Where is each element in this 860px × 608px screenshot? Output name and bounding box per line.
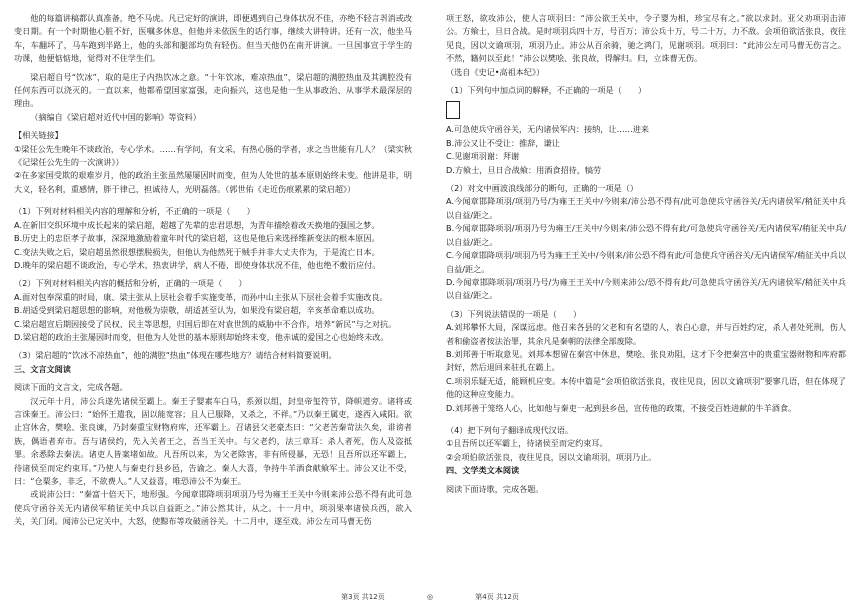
- section-intro: 阅读下面的文言文，完成各题。: [14, 382, 128, 393]
- option: D.梁启超的政治主张屡因时而变，但他为人处世的基本原则却始终未变，他赤诚的爱国之心也始终未改。: [14, 331, 389, 342]
- question: （2）下列对材料相关内容的概括和分析，正确的一项是（ ）: [14, 278, 247, 289]
- option: B.今闻章邯降项羽/项羽乃号为雍王/王关中/今则来/沛公恐不得有此/可急使兵守函谷关/无内诸侯军/稍征关中兵/以自益/距之。: [446, 223, 846, 247]
- option: A.可急使兵守函谷关，无内诸侯军内：接纳，让……进来: [446, 124, 649, 135]
- option: B.刘邦善于听取意见。刘邦本想留在秦宫中休息，樊哙、张良劝阻，这才下令把秦宫中的贵重宝器财物和库府都封好，然后退回来驻扎在霸上。: [446, 348, 846, 373]
- translate-item: ②会项伯欲活张良，夜往见良，因以文谕项羽，项羽乃止。: [446, 451, 657, 462]
- section-heading: 三、文言文阅读: [14, 363, 71, 374]
- option: C.梁启超宣后期因接受了民权、民主等思想，归国后即在对袁世凯的威胁中不合作，培养“新民”与之对抗。: [14, 318, 397, 329]
- option: C.见谢项羽谢：拜谢: [446, 151, 520, 162]
- source-note: （摘编自《梁启超对近代中国的影响》等资料）: [30, 111, 201, 122]
- question: （1）下列句中加点词的解释，不正确的一项是（ ）: [446, 85, 647, 96]
- question: （3）梁启超的“饮冰不凉热血”，他的满腔“热血”体现在哪些地方？请结合材料简要说明。: [14, 350, 337, 361]
- option: D.晚年的梁启超不谈政治，专心学术，热衷讲学，病人不倦，即使身体状况不佳，他也绝不敷衍应付。: [14, 259, 381, 270]
- question: （1）下列对材料相关内容的理解和分析，不正确的一项是（ ）: [14, 206, 255, 217]
- option: A.面对包奉深重的时局，康、梁主张从上层社会着手实施变革，而孙中山主张从下层社会着手实施改良。: [14, 291, 388, 302]
- separator-icon: ◎: [426, 593, 434, 601]
- paragraph: 梁启超自号“饮冰”，取的是庄子内热饮冰之意。“十年饮冰，难凉热血”，梁启超的满腔热血及其满腔没有任何东西可以浇灭的。一直以来，他都希望国家富强，走向振兴，这也是他一生从事政治、从事学术最深层的理由。: [14, 71, 412, 109]
- option: B.沛公又让不受让：推辞，谦让: [446, 137, 560, 148]
- option: D.方飨士，旦日合战飨：用酒食招待，犒劳: [446, 164, 602, 175]
- related-link: ②在多家国受欺的艰难岁月，他的政治主张虽然屡屡因时而变，但为人处世的基本原则始终未变。他讲是非，明大义，轻名利，重感情，胖于律己，担诚待人，光明磊落。（郭世佑《走近伤痕累累的梁启超》）: [14, 170, 412, 194]
- question: （4）把下列句子翻译成现代汉语。: [446, 424, 574, 435]
- option: B.胡适受到梁启超思想的影响，对他极为崇敬，胡适甚至认为，如果没有梁启超，辛亥革命难以成功。: [14, 305, 380, 316]
- source-note: （选自《史记•高祖本纪》）: [446, 66, 545, 77]
- related-link: ①梁任公先生晚年不谈政治，专心学术。……有学问，有文采，有热心肠的学者，求之当世能有几人？（梁实秋《记梁任公先生的一次演讲》）: [14, 143, 412, 168]
- option: D.今闻章邯降项羽/项羽乃号/为雍王王关中/今则来沛公/恐不得有此/可急使兵守函谷关/无内诸侯军/稍征关中兵以自益/距之。: [446, 276, 846, 301]
- option: A.今闻章邯降项羽/项羽乃号/为雍王王关中/今则来/沛公恐不得有/此可急使兵守函谷关/无内诸侯军/稍征关中兵以自益/距之。: [446, 196, 846, 220]
- question: （2）对文中画波浪线部分的断句，正确的一项是（）: [446, 183, 639, 194]
- question: （3）下列说法错误的一项是（ ）: [446, 308, 582, 319]
- option: C.变法失败之后，梁启超虽然很想摆脱损失，但他认为他然死于贼手并非大丈夫作为，于是流亡日本。: [14, 246, 380, 257]
- page-number-right: 第4页 共12页: [475, 593, 519, 601]
- answer-box: [446, 101, 460, 119]
- page-number-left: 第3页 共12页: [341, 593, 385, 601]
- classical-text: 或说沛公曰：“秦富十倍天下，地形强。今闻章邯降项羽项羽乃号为雍王王关中今则来沛公恐不得有此可急使兵守函谷关无内诸侯军稍征关中兵以自益距之。”沛公然其计，从之。十一月中，项羽果率诸侯兵西，欲入关，关门闭。闻沛公已定关中，大怒，使黥布等攻破函谷关。十二月中，遂至戏。沛公左司马曹无伤: [14, 489, 412, 527]
- related-links-title: 【相关链接】: [14, 130, 63, 141]
- classical-text: 项王怒，欲攻沛公，使人言项羽曰：“沛公欲王关中，令子婴为相，珍宝尽有之。”欲以求封。亚父劝项羽击沛公。方飨士，旦日合战。是时项羽兵四十万，号百万；沛公兵十万，号二十万，力不敌。会项伯欲活张良，夜往见良，因以文谕项羽，项羽乃止。沛公从百余骑，驰之鸿门，见谢项羽。项羽曰：“此沛公左司马曹无伤言之。不然，籍何以至此！”沛公以樊哙、张良故，得解归。归，立诛曹无伤。: [446, 13, 846, 64]
- right-column: [446, 12, 846, 496]
- option: D.刘邦善于笼络人心，比如他与秦吏一起到县乡邑，宣传他的政策，不接受百姓进献的牛羊酒食。: [446, 402, 797, 413]
- classical-text: 汉元年十月，沛公兵遂先诸侯至霸上。秦王子婴素车白马，系颈以组，封皇帝玺符节，降帜道旁。诸将或言诛秦王。沛公曰：“始怀王遣我，固以能宽容；且人已服降，又杀之，不祥。”乃以秦王属吏，遂西入咸阳。欲止宫休舍，樊哙、张良谏，乃封秦重宝财物府库，还军霸上。召诸县父老豪杰曰：“父老苦秦苛法久矣，诽谤者族，偶语者弃市。吾与诸侯约，先入关者王之，吾当王关中。与父老约，法三章耳：杀人者死，伤人及盗抵罪。余悉除去秦法。诸吏人皆案堵如故。凡吾所以来，为父老除害，非有所侵暴，无恐！且吾所以还军霸上，待诸侯至而定约束耳。”乃使人与秦吏行县乡邑，告谕之。秦人大喜，争持牛羊酒食献飨军士。沛公又让不受，曰：“仓粟多，非乏，不欲费人。”人又益喜，唯恐沛公不为秦王。: [14, 395, 412, 486]
- paragraph: 他的每篇讲稿都认真准备，绝不马虎。凡已定好的演讲，即便遇到自己身体状况不佳，亦绝不轻言취消或改变日期。有一个时期他心脏不好，医嘱多休息，但他并未依医生的话行事，继续大讲特讲。还有一次，他坐马车，车翻坏了，马车跑到半路上，他的头部和腿部均负有轻伤。但当天他仍在南开讲演。一旦国事宣于学生的功课，他便惦惦地，觉得对不住学生们。: [14, 13, 412, 64]
- left-column: [14, 12, 412, 529]
- option: B.历史上的忠臣孝子故事，深深地激励着童年时代的梁启超，这也是他后来选择维新变法的根本原因。: [14, 233, 380, 244]
- option: C.项羽乐疑无适，能顾机应变。本传中篇是“会项伯欲活张良，夜往见良，因以文谕项羽”要寥几语，但在体现了他的这种应变能力。: [446, 375, 846, 400]
- option: A.刘邦攀怀大局，深谋远虑。他召来各县的父老和有名望的人，表白心意，并与百姓约定，杀人者处死刑，伤人者和偷盗者按法治罪，其余凡是秦朝的法律全部废除。: [446, 322, 846, 346]
- option: C.今闻章邯降项羽/项羽乃号为雍王王关中/今则来/沛公恐不得有此/可急使兵守函谷关/无内诸侯军/稍征关中兵以自益/距之。: [446, 250, 846, 274]
- section-intro: 阅读下面诗歌，完成各题。: [446, 483, 544, 494]
- translate-item: ①且吾所以还军霸上，待诸侯至而定约束耳。: [446, 438, 608, 449]
- page-footer: [0, 592, 860, 602]
- option: A.在新旧交织环境中成长起来的梁启超，超越了先辈的忠君思想，为青年描绘着改天换地的强国之梦。: [14, 219, 380, 230]
- section-heading: 四、文学类文本阅读: [446, 465, 520, 476]
